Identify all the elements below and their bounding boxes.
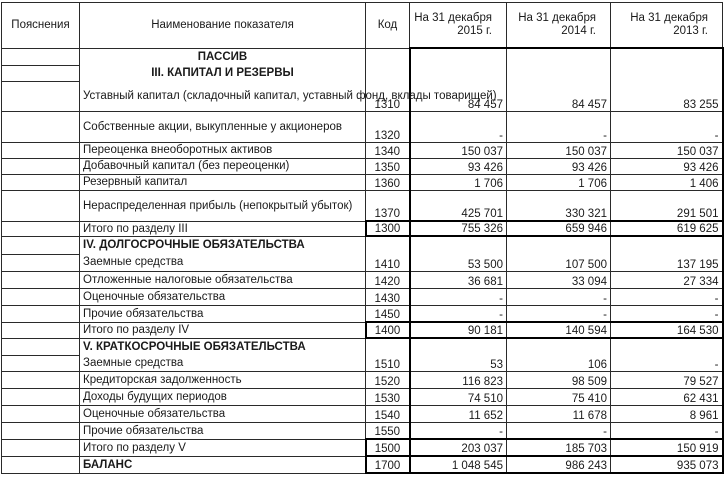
row-name: Нераспределенная прибыль (непокрытый убыток) xyxy=(80,190,366,221)
row-value-2014: 84 457 xyxy=(507,81,611,111)
row-value-2013: 164 530 xyxy=(611,322,723,338)
row-name: БАЛАНС xyxy=(80,456,366,473)
balance-total-row xyxy=(2,456,723,473)
header-code: Код xyxy=(366,3,410,49)
row-value-2015: 425 701 xyxy=(410,190,507,221)
row-value-2014: 1 706 xyxy=(507,174,611,190)
subtotal-row xyxy=(2,439,723,456)
row-code: 1520 xyxy=(366,371,410,388)
table-row xyxy=(2,305,723,322)
row-value-2013: 1 406 xyxy=(611,174,723,190)
row-name: Добавочный капитал (без переоценки) xyxy=(80,158,366,174)
row-code: 1360 xyxy=(366,174,410,190)
row-value-2015: 93 426 xyxy=(410,158,507,174)
row-value-2015: 90 181 xyxy=(410,322,507,338)
row-value-2013: 150 037 xyxy=(611,142,723,158)
row-name: Прочие обязательства xyxy=(80,305,366,322)
row-value-2014: 986 243 xyxy=(507,456,611,473)
row-value-2015: 53 500 xyxy=(410,254,507,271)
section-3-title: III. КАПИТАЛ И РЕЗЕРВЫ xyxy=(80,65,366,81)
section-passiv: ПАССИВ xyxy=(80,48,366,65)
table-row xyxy=(2,405,723,422)
row-value-2013: 62 431 xyxy=(611,388,723,405)
table-row xyxy=(2,174,723,190)
row-value-2014: 98 509 xyxy=(507,371,611,388)
table-row xyxy=(2,158,723,174)
row-value-2014: - xyxy=(507,111,611,142)
section-4-title: IV. ДОЛГОСРОЧНЫЕ ОБЯЗАТЕЛЬСТВА xyxy=(80,236,366,254)
table-row xyxy=(2,422,723,439)
row-code: 1530 xyxy=(366,388,410,405)
row-value-2015: 755 326 xyxy=(410,221,507,236)
table-row xyxy=(2,355,723,371)
row-value-2014: 659 946 xyxy=(507,221,611,236)
section-row xyxy=(2,48,723,65)
row-code: 1550 xyxy=(366,422,410,439)
section-row xyxy=(2,338,723,355)
row-code: 1340 xyxy=(366,142,410,158)
header-name: Наименование показателя xyxy=(80,3,366,49)
row-value-2013: 137 195 xyxy=(611,254,723,271)
row-value-2014: 185 703 xyxy=(507,439,611,456)
row-value-2013: - xyxy=(611,422,723,439)
row-value-2013: 93 426 xyxy=(611,158,723,174)
row-value-2014: 106 xyxy=(507,355,611,371)
row-name: Переоценка внеоборотных активов xyxy=(80,142,366,158)
row-name: Кредиторская задолженность xyxy=(80,371,366,388)
row-name: Оценочные обязательства xyxy=(80,405,366,422)
row-name: Уставный капитал (складочный капитал, уставный фонд, вклады товарищей) xyxy=(80,81,366,111)
row-code: 1450 xyxy=(366,305,410,322)
row-value-2013: 83 255 xyxy=(611,81,723,111)
row-value-2015: 116 823 xyxy=(410,371,507,388)
row-value-2013: 935 073 xyxy=(611,456,723,473)
row-value-2013: 619 625 xyxy=(611,221,723,236)
row-value-2014: 140 594 xyxy=(507,322,611,338)
row-value-2014: 150 037 xyxy=(507,142,611,158)
table-row xyxy=(2,190,723,221)
header-notes: Пояснения xyxy=(2,3,80,49)
table-row xyxy=(2,388,723,405)
header-year-2015: На 31 декабря 2015 г. xyxy=(410,3,507,49)
row-value-2013: 150 919 xyxy=(611,439,723,456)
table-row xyxy=(2,371,723,388)
table-row xyxy=(2,111,723,142)
header-row xyxy=(2,3,723,49)
table-row xyxy=(2,271,723,288)
balance-table xyxy=(1,2,724,474)
row-code: 1410 xyxy=(366,254,410,271)
section-row xyxy=(2,236,723,254)
row-value-2015: 1 706 xyxy=(410,174,507,190)
row-name: Итого по разделу III xyxy=(80,221,366,236)
row-value-2015: 84 457 xyxy=(410,81,507,111)
table-row xyxy=(2,142,723,158)
row-value-2015: 74 510 xyxy=(410,388,507,405)
row-code: 1320 xyxy=(366,111,410,142)
row-code: 1510 xyxy=(366,355,410,371)
row-value-2014: - xyxy=(507,305,611,322)
table-row xyxy=(2,81,723,111)
row-value-2014: 330 321 xyxy=(507,190,611,221)
row-code: 1700 xyxy=(366,456,410,473)
row-value-2013: 291 501 xyxy=(611,190,723,221)
table-row xyxy=(2,288,723,305)
row-value-2015: 36 681 xyxy=(410,271,507,288)
row-value-2013: - xyxy=(611,355,723,371)
table-row xyxy=(2,254,723,271)
row-value-2014: 93 426 xyxy=(507,158,611,174)
row-name: Прочие обязательства xyxy=(80,422,366,439)
row-code: 1420 xyxy=(366,271,410,288)
row-value-2014: 107 500 xyxy=(507,254,611,271)
row-value-2013: - xyxy=(611,288,723,305)
row-code: 1370 xyxy=(366,190,410,221)
subtotal-row xyxy=(2,221,723,236)
row-value-2015: - xyxy=(410,305,507,322)
row-value-2013: 8 961 xyxy=(611,405,723,422)
row-code: 1400 xyxy=(366,322,410,338)
row-value-2014: 33 094 xyxy=(507,271,611,288)
row-value-2015: - xyxy=(410,422,507,439)
row-name: Заемные средства xyxy=(80,355,366,371)
header-year-2013: На 31 декабря 2013 г. xyxy=(611,3,723,49)
row-value-2015: 203 037 xyxy=(410,439,507,456)
row-value-2014: 75 410 xyxy=(507,388,611,405)
row-value-2015: 150 037 xyxy=(410,142,507,158)
row-value-2013: 27 334 xyxy=(611,271,723,288)
subtotal-row xyxy=(2,322,723,338)
row-name: Итого по разделу IV xyxy=(80,322,366,338)
row-value-2014: 11 678 xyxy=(507,405,611,422)
row-value-2014: - xyxy=(507,288,611,305)
row-name: Заемные средства xyxy=(80,254,366,271)
row-name: Собственные акции, выкупленные у акционеров xyxy=(80,111,366,142)
row-value-2015: 53 xyxy=(410,355,507,371)
row-value-2015: 1 048 545 xyxy=(410,456,507,473)
row-value-2013: - xyxy=(611,305,723,322)
row-name: Оценочные обязательства xyxy=(80,288,366,305)
row-name: Итого по разделу V xyxy=(80,439,366,456)
row-value-2015: 11 652 xyxy=(410,405,507,422)
row-value-2014: - xyxy=(507,422,611,439)
row-name: Отложенные налоговые обязательства xyxy=(80,271,366,288)
row-code: 1430 xyxy=(366,288,410,305)
row-code: 1500 xyxy=(366,439,410,456)
row-name: Доходы будущих периодов xyxy=(80,388,366,405)
row-code: 1310 xyxy=(366,81,410,111)
row-code: 1540 xyxy=(366,405,410,422)
section-5-title: V. КРАТКОСРОЧНЫЕ ОБЯЗАТЕЛЬСТВА xyxy=(80,338,366,355)
section-row xyxy=(2,65,723,81)
header-year-2014: На 31 декабря 2014 г. xyxy=(507,3,611,49)
row-value-2015: - xyxy=(410,111,507,142)
row-value-2013: - xyxy=(611,111,723,142)
row-code: 1350 xyxy=(366,158,410,174)
row-name: Резервный капитал xyxy=(80,174,366,190)
row-value-2013: 79 527 xyxy=(611,371,723,388)
row-value-2015: - xyxy=(410,288,507,305)
row-code: 1300 xyxy=(366,221,410,236)
